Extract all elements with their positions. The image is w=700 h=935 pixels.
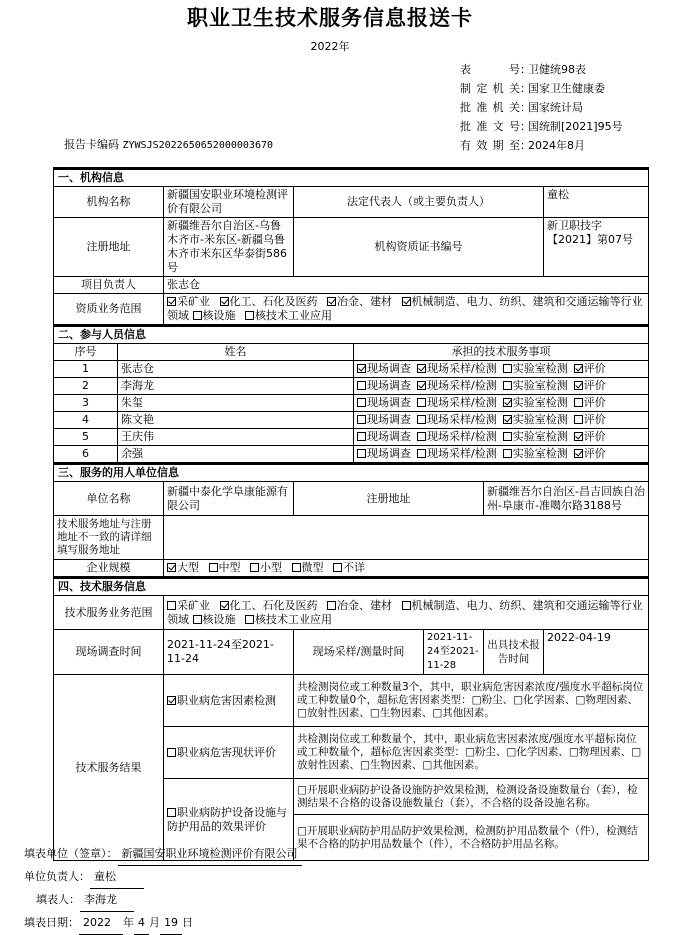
meta-value: 卫健统98表 <box>528 63 586 76</box>
service-address[interactable] <box>164 516 649 560</box>
size-option: 中型 <box>209 561 241 574</box>
person-no: 5 <box>54 429 118 446</box>
form-footer <box>24 843 302 935</box>
checkbox-icon[interactable] <box>574 364 583 373</box>
checkbox-icon[interactable] <box>292 563 301 572</box>
sampling-time-label: 现场采样/测量时间 <box>294 630 424 675</box>
report-time-label: 出具技术报告时间 <box>484 630 544 675</box>
person-no: 3 <box>54 395 118 412</box>
task-option: 现场调查 <box>357 447 411 460</box>
checkbox-icon[interactable] <box>417 398 426 407</box>
survey-time-label: 现场调查时间 <box>54 630 164 675</box>
checkbox-icon[interactable] <box>167 601 176 610</box>
report-code: ZYWSJS2022650652000003670 <box>122 140 274 151</box>
task-option: 现场采样/检测 <box>417 413 497 426</box>
sampling-time: 2021-11-24至2021-11-28 <box>424 630 484 675</box>
person-name: 李海龙 <box>118 378 354 395</box>
survey-time: 2021-11-24至2021-11-24 <box>164 630 294 675</box>
person-name: 陈文艳 <box>118 412 354 429</box>
client-name: 新疆中泰化学阜康能源有限公司 <box>164 482 294 516</box>
meta-row: 表号 ： 卫健统98表 <box>460 60 623 79</box>
footer-date-row <box>24 912 302 935</box>
org-name: 新疆国安职业环境检测评价有限公司 <box>164 187 294 218</box>
checkbox-icon[interactable] <box>167 297 176 306</box>
meta-key: 批准机关 <box>460 101 520 114</box>
person-row <box>54 446 649 464</box>
qual-scope-option: 核设施 <box>193 309 236 322</box>
person-row <box>54 412 649 429</box>
section-service-title: 四、技术服务信息 <box>54 578 649 596</box>
cert-no: 新卫职技字【2021】第07号 <box>544 218 649 277</box>
project-lead-label: 项目负责人 <box>54 277 164 294</box>
company-size-label: 企业规模 <box>54 560 164 578</box>
person-tasks <box>354 429 649 446</box>
day-suffix: 日 <box>182 916 193 929</box>
service-scope-option: 化工、石化及医药 <box>220 599 318 612</box>
qual-scope <box>164 294 649 326</box>
form-year: 2022年 <box>310 40 350 53</box>
footer-unit: 新疆国安职业环境检测评价有限公司 <box>118 843 302 866</box>
section-staff-title: 二、参与人员信息 <box>54 326 649 344</box>
form-meta <box>460 60 623 155</box>
form-title: 职业卫生技术服务信息报送卡 <box>187 6 473 30</box>
task-option: 现场采样/检测 <box>417 379 497 392</box>
checkbox-icon[interactable] <box>250 563 259 572</box>
qual-scope-option: 机械制造、电力、纺织、建筑和交通运输等行业领域 <box>167 295 643 322</box>
checkbox-icon[interactable] <box>245 615 254 624</box>
qual-scope-option: 采矿业 <box>167 295 210 308</box>
service-scope-option: 机械制造、电力、纺织、建筑和交通运输等行业领域 <box>167 598 643 626</box>
checkbox-icon[interactable] <box>245 311 254 320</box>
size-option: 微型 <box>292 561 324 574</box>
reg-address-label: 注册地址 <box>54 218 164 277</box>
footer-date-year: 2022 <box>79 912 123 935</box>
person-name: 王庆伟 <box>118 429 354 446</box>
report-code-line <box>64 136 273 152</box>
footer-date-label: 填表日期： <box>24 916 79 929</box>
project-lead: 张志仓 <box>164 277 649 294</box>
year-suffix: 年 <box>123 916 134 929</box>
checkbox-icon[interactable] <box>327 601 336 610</box>
task-option: 现场调查 <box>357 396 411 409</box>
qual-scope-option: 冶金、建材 <box>327 295 392 308</box>
service-scope-option: 核设施 <box>193 613 236 626</box>
meta-row: 批准机关 ： 国家统计局 <box>460 98 623 117</box>
col-no: 序号 <box>54 344 118 361</box>
task-option: 实验室检测 <box>503 430 568 443</box>
checkbox-icon[interactable] <box>402 297 411 306</box>
checkbox-icon[interactable] <box>574 432 583 441</box>
person-no: 1 <box>54 361 118 378</box>
checkbox-icon[interactable] <box>327 297 336 306</box>
task-option: 评价 <box>574 413 606 426</box>
result-label: 技术服务结果 <box>54 675 164 861</box>
footer-head: 童松 <box>90 866 144 889</box>
checkbox-icon[interactable] <box>357 432 366 441</box>
task-option: 现场调查 <box>357 362 411 375</box>
person-tasks <box>354 395 649 412</box>
footer-filler: 李海龙 <box>80 889 134 912</box>
info-table <box>53 167 649 861</box>
result-type-3: 职业病防护设备设施与防护用品的效果评价 <box>164 779 294 861</box>
checkbox-icon[interactable] <box>574 415 583 424</box>
meta-value: 国家统计局 <box>528 101 583 114</box>
person-tasks <box>354 378 649 395</box>
meta-value: 国家卫生健康委 <box>528 82 605 95</box>
client-reg-label: 注册地址 <box>294 482 484 516</box>
result-text-3b: □开展职业病防护用品防护效果检测，检测防护用品数量个（件），检测结果不合格的防护用品数量个（件），不合格防护用品名称。 <box>294 815 649 861</box>
footer-unit-row <box>24 843 302 866</box>
person-no: 6 <box>54 446 118 464</box>
person-row <box>54 429 649 446</box>
checkbox-icon[interactable] <box>357 364 366 373</box>
section-org-title: 一、机构信息 <box>54 169 649 187</box>
person-no: 4 <box>54 412 118 429</box>
meta-value: 2024年8月 <box>528 139 585 152</box>
service-scope-label: 技术服务业务范围 <box>54 596 164 630</box>
client-reg: 新疆维吾尔自治区-昌吉回族自治州-阜康市-准噶尔路3188号 <box>484 482 649 516</box>
person-name: 张志仓 <box>118 361 354 378</box>
checkbox-icon[interactable] <box>209 563 218 572</box>
person-name: 朱玺 <box>118 395 354 412</box>
checkbox-icon[interactable] <box>357 449 366 458</box>
size-option: 小型 <box>250 561 282 574</box>
month-suffix: 月 <box>149 916 160 929</box>
checkbox-icon[interactable] <box>417 415 426 424</box>
checkbox-icon[interactable] <box>333 563 342 572</box>
service-scope-option: 核技术工业应用 <box>245 613 332 626</box>
cert-no-label: 机构资质证书编号 <box>294 218 544 277</box>
reg-address: 新疆维吾尔自治区-乌鲁木齐市-米东区-新疆乌鲁木齐市米东区华泰街586号 <box>164 218 294 277</box>
footer-date-month: 4 <box>134 912 149 935</box>
meta-key: 制定机关 <box>460 82 520 95</box>
report-time: 2022-04-19 <box>544 630 649 675</box>
company-size <box>164 560 649 578</box>
service-scope-option: 采矿业 <box>167 599 210 612</box>
task-option: 评价 <box>574 379 606 392</box>
checkbox-icon[interactable] <box>417 449 426 458</box>
checkbox-icon[interactable] <box>503 381 512 390</box>
footer-date-day: 19 <box>160 912 182 935</box>
checkbox-icon[interactable] <box>357 381 366 390</box>
meta-key: 有效期至 <box>460 139 520 152</box>
size-option: 不详 <box>333 561 365 574</box>
person-tasks <box>354 412 649 429</box>
legal-rep-label: 法定代表人（或主要负责人） <box>294 187 544 218</box>
checkbox-icon[interactable] <box>417 432 426 441</box>
checkbox-icon[interactable] <box>574 381 583 390</box>
person-name: 余强 <box>118 446 354 464</box>
checkbox-icon[interactable] <box>417 364 426 373</box>
checkbox-icon[interactable] <box>357 415 366 424</box>
task-option: 评价 <box>574 447 606 460</box>
checkbox-icon[interactable] <box>503 364 512 373</box>
checkbox-icon[interactable] <box>574 449 583 458</box>
task-option: 实验室检测 <box>503 396 568 409</box>
footer-filler-label: 填表人： <box>36 893 80 906</box>
person-tasks <box>354 446 649 464</box>
person-tasks <box>354 361 649 378</box>
meta-value: 国统制[2021]95号 <box>528 120 623 133</box>
result-type-2: 职业病危害现状评价 <box>164 727 294 779</box>
checkbox-icon[interactable] <box>220 601 229 610</box>
task-option: 实验室检测 <box>503 447 568 460</box>
checkbox-icon[interactable] <box>357 398 366 407</box>
task-option: 现场调查 <box>357 430 411 443</box>
footer-head-row <box>24 866 302 889</box>
service-address-label: 技术服务地址与注册地址不一致的请详细填写服务地址 <box>54 516 164 560</box>
result-text-3a: □开展职业病防护设备设施防护效果检测，检测设备设施数量台（套），检测结果不合格的设备设施数量台（套），不合格的设备设施名称。 <box>294 779 649 815</box>
person-no: 2 <box>54 378 118 395</box>
checkbox-icon[interactable] <box>402 601 411 610</box>
footer-unit-label: 填表单位（签章）： <box>24 847 118 860</box>
result-text-1: 共检测岗位或工种数量3个，其中，职业病危害因素浓度/强度水平超标岗位或工种数量0个，超标危害因素类型：□粉尘、□化学因素、□物理因素、□放射性因素、□生物因素、□其他因素。 <box>294 675 649 727</box>
checkbox-icon[interactable] <box>503 398 512 407</box>
checkbox-icon[interactable] <box>167 696 176 705</box>
checkbox-icon[interactable] <box>193 615 202 624</box>
col-tasks: 承担的技术服务事项 <box>354 344 649 361</box>
task-option: 实验室检测 <box>503 362 568 375</box>
result-text-2: 共检测岗位或工种数量个，其中，职业病危害因素浓度/强度水平超标岗位或工种数量个，超标危害因素类型：□粉尘、□化学因素、□物理因素、□放射性因素、□生物因素、□其他因素。 <box>294 727 649 779</box>
qual-scope-label: 资质业务范围 <box>54 294 164 326</box>
checkbox-icon[interactable] <box>167 563 176 572</box>
task-option: 现场采样/检测 <box>417 362 497 375</box>
qual-scope-option: 化工、石化及医药 <box>220 295 318 308</box>
report-code-label: 报告卡编码 <box>64 138 119 151</box>
person-row <box>54 378 649 395</box>
qual-scope-option: 核技术工业应用 <box>245 309 332 322</box>
task-option: 现场采样/检测 <box>417 447 497 460</box>
meta-key: 表号 <box>460 63 520 76</box>
checkbox-icon[interactable] <box>503 449 512 458</box>
person-row <box>54 395 649 412</box>
person-row <box>54 361 649 378</box>
checkbox-icon[interactable] <box>503 432 512 441</box>
org-name-label: 机构名称 <box>54 187 164 218</box>
size-option: 大型 <box>167 561 199 574</box>
section-client-title: 三、服务的用人单位信息 <box>54 464 649 482</box>
checkbox-icon[interactable] <box>417 381 426 390</box>
task-option: 评价 <box>574 430 606 443</box>
checkbox-icon[interactable] <box>193 311 202 320</box>
task-option: 现场采样/检测 <box>417 396 497 409</box>
checkbox-icon[interactable] <box>503 415 512 424</box>
task-option: 评价 <box>574 396 606 409</box>
task-option: 实验室检测 <box>503 413 568 426</box>
checkbox-icon[interactable] <box>167 748 176 757</box>
meta-row: 有效期至 ： 2024年8月 <box>460 136 623 155</box>
meta-row: 制定机关 ： 国家卫生健康委 <box>460 79 623 98</box>
task-option: 现场调查 <box>357 413 411 426</box>
meta-key: 批准文号 <box>460 120 520 133</box>
task-option: 现场调查 <box>357 379 411 392</box>
checkbox-icon[interactable] <box>220 297 229 306</box>
meta-row: 批准文号 ： 国统制[2021]95号 <box>460 117 623 136</box>
service-scope <box>164 596 649 630</box>
checkbox-icon[interactable] <box>574 398 583 407</box>
task-option: 实验室检测 <box>503 379 568 392</box>
task-option: 评价 <box>574 362 606 375</box>
footer-head-label: 单位负责人： <box>24 870 90 883</box>
task-option: 现场采样/检测 <box>417 430 497 443</box>
legal-rep: 童松 <box>544 187 649 218</box>
service-scope-option: 冶金、建材 <box>327 599 392 612</box>
checkbox-icon[interactable] <box>167 808 176 817</box>
result-type-1: 职业病危害因素检测 <box>164 675 294 727</box>
client-name-label: 单位名称 <box>54 482 164 516</box>
col-name: 姓名 <box>118 344 354 361</box>
footer-filler-row <box>24 889 302 912</box>
